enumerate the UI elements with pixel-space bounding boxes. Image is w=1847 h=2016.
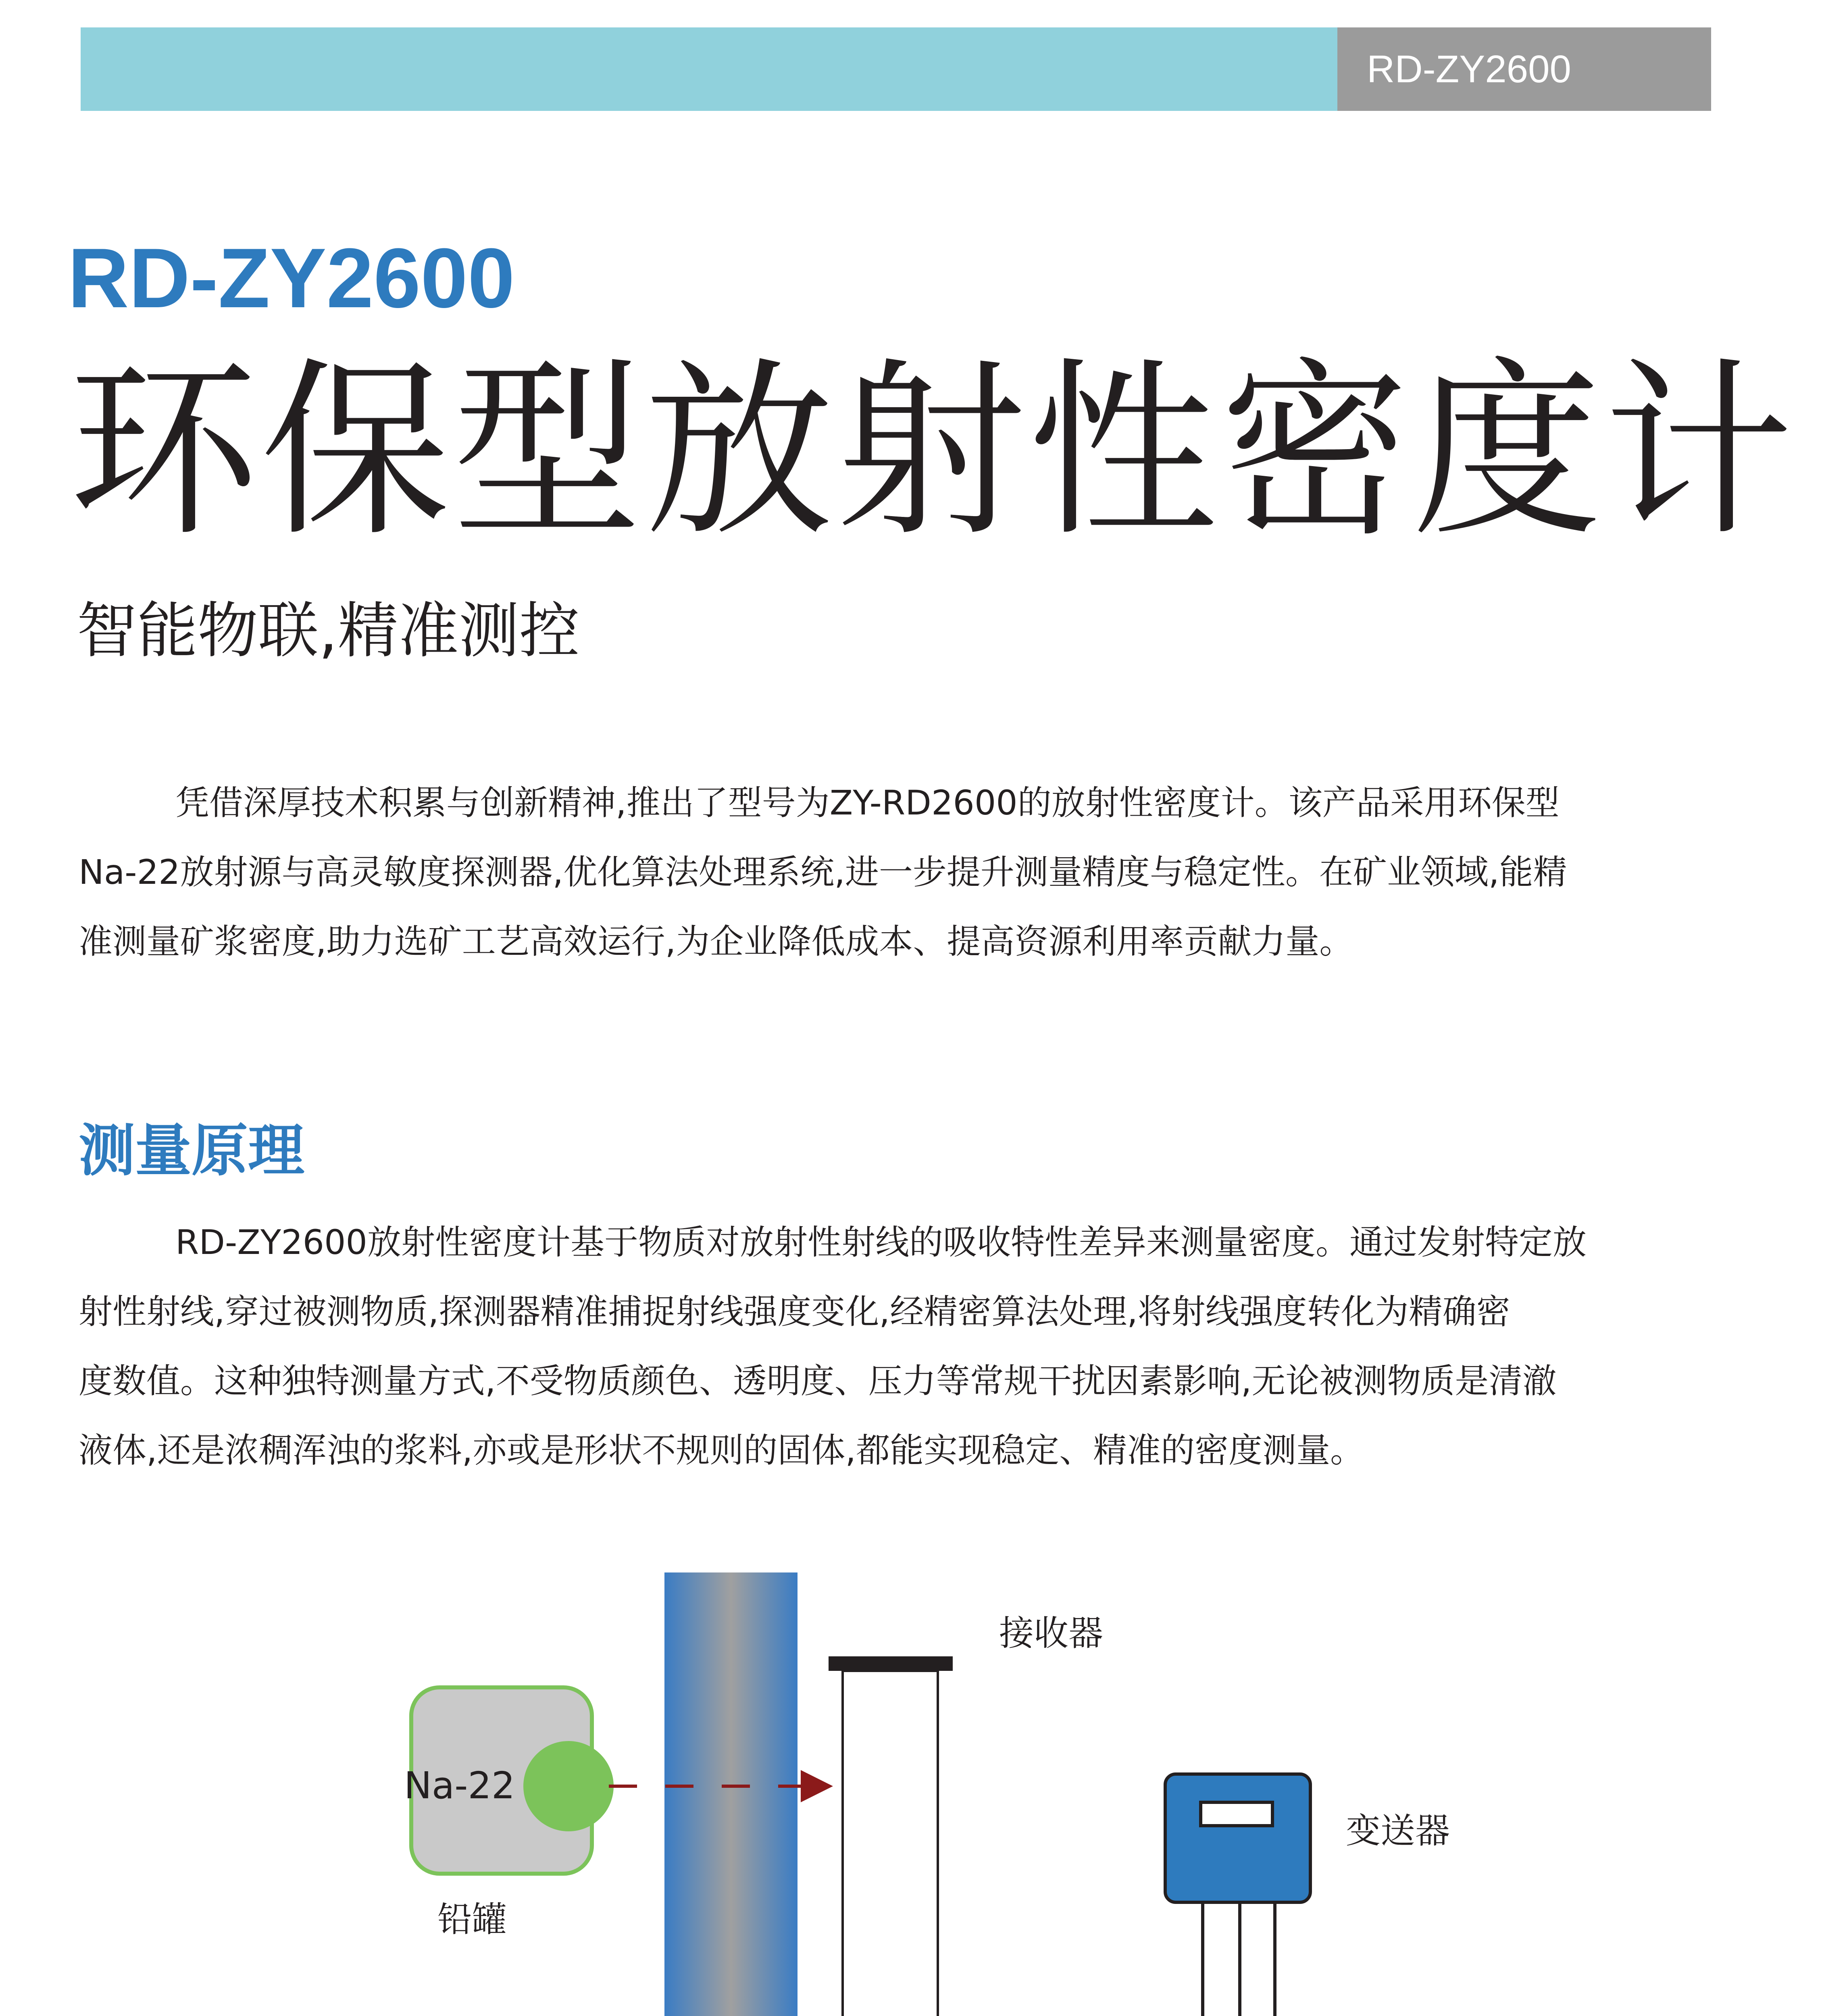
source-label: Na-22 <box>404 1764 515 1807</box>
receiver-label: 接收器 <box>999 1613 1103 1654</box>
principle-line: 液体,还是浓稠浑浊的浆料,亦或是形状不规则的固体,都能实现稳定、精准的密度测量。 <box>79 1431 1364 1470</box>
principle-line: 射性射线,穿过被测物质,探测器精准捕捉射线强度变化,经精密算法处理,将射线强度转化为精确密 <box>79 1292 1510 1331</box>
section-heading: 测量原理 <box>79 1118 305 1184</box>
radiation-source <box>523 1741 614 1831</box>
product-title: 环保型放射性密度计 <box>69 341 1796 562</box>
principle-line: RD-ZY2600放射性密度计基于物质对放射性射线的吸收特性差异来测量密度。通过发射特定放 <box>175 1223 1587 1262</box>
header-model-code: RD-ZY2600 <box>1367 48 1571 91</box>
pipe <box>664 1572 798 2016</box>
intro-line: 准测量矿浆密度,助力选矿工艺高效运行,为企业降低成本、提高资源利用率贡献力量。 <box>79 922 1353 961</box>
intro-line: Na-22放射源与高灵敏度探测器,优化算法处理系统,进一步提升测量精度与稳定性。在矿业领域,能精 <box>79 852 1567 892</box>
receiver <box>829 1656 953 2016</box>
product-subtitle: 智能物联,精准测控 <box>77 596 580 666</box>
header-bar <box>81 27 1337 111</box>
transmitter <box>1165 1774 1310 1902</box>
lead-can-label: 铅罐 <box>437 1899 507 1940</box>
product-model: RD-ZY2600 <box>68 231 515 325</box>
transmitter-display <box>1201 1802 1272 1826</box>
power-cable <box>1275 1902 1572 2016</box>
transmitter-label: 变送器 <box>1346 1811 1450 1851</box>
signal-output-cable <box>1240 1902 1572 2016</box>
principle-line: 度数值。这种独特测量方式,不受物质颜色、透明度、压力等常规干扰因素影响,无论被测物质是清澈 <box>79 1361 1557 1401</box>
intro-line: 凭借深厚技术积累与创新精神,推出了型号为ZY-RD2600的放射性密度计。该产品采用环保型 <box>175 783 1560 823</box>
intro-paragraph <box>79 768 1768 976</box>
principle-paragraph <box>79 1208 1768 1485</box>
